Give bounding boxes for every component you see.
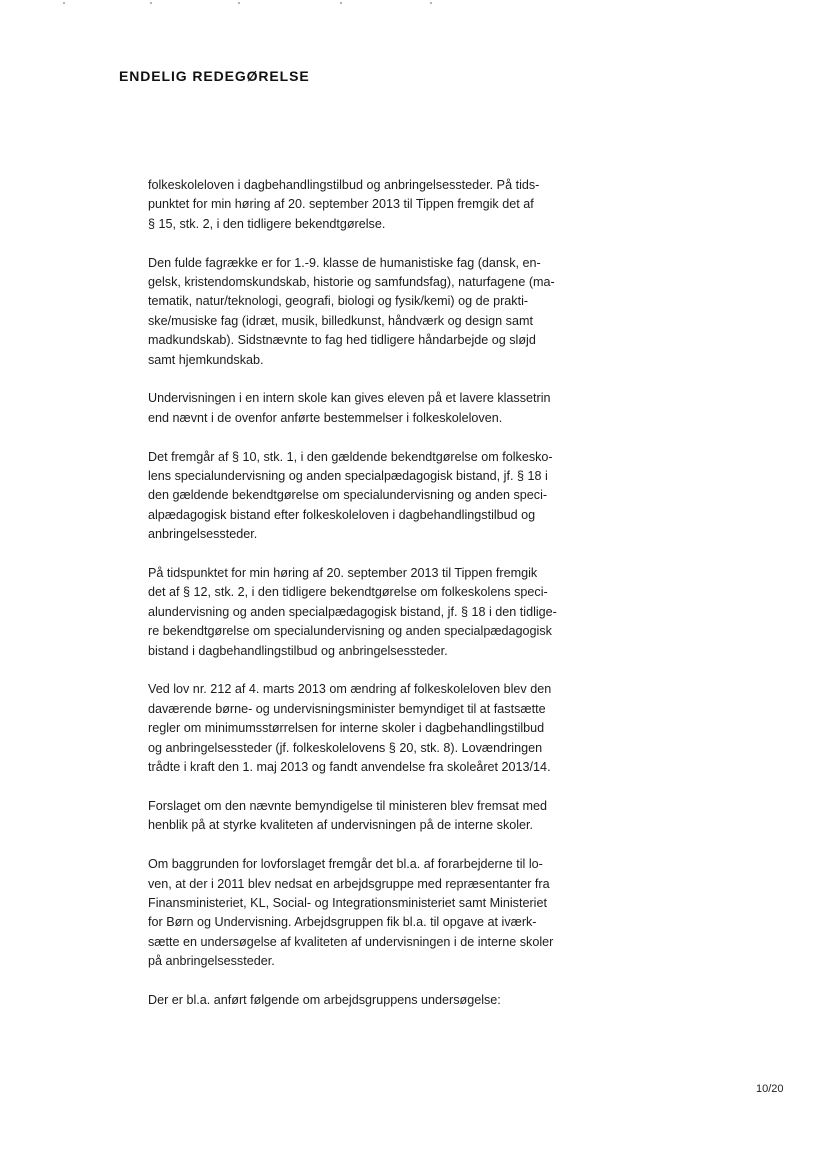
body-paragraph <box>148 680 598 777</box>
body-paragraph <box>148 991 598 1010</box>
paragraph-line: Undervisningen i en intern skole kan gives eleven på et lavere klassetrin <box>148 391 551 406</box>
page-number: 10/20 <box>756 1083 784 1095</box>
paragraph-line: re bekendtgørelse om specialundervisning og anden specialpædagogisk <box>148 624 552 639</box>
paragraph-line: end nævnt i de ovenfor anførte bestemmelser i folkeskoleloven. <box>148 410 503 425</box>
paragraph-line: daværende børne- og undervisningsminister bemyndiget til at fastsætte <box>148 701 546 716</box>
body-paragraph <box>148 176 598 234</box>
paragraph-line: trådte i kraft den 1. maj 2013 og fandt anvendelse fra skoleåret 2013/14. <box>148 760 551 775</box>
paragraph-line: Der er bl.a. anført følgende om arbejdsgruppens undersøgelse: <box>148 992 501 1007</box>
paragraph-line: § 15, stk. 2, i den tidligere bekendtgørelse. <box>148 216 386 231</box>
paragraph-line: sætte en undersøgelse af kvaliteten af undervisningen i de interne skoler <box>148 934 554 949</box>
paragraph-line: alpædagogisk bistand efter folkeskoleloven i dagbehandlingstilbud og <box>148 507 536 522</box>
document-body <box>148 176 598 1030</box>
paragraph-line: for Børn og Undervisning. Arbejdsgruppen fik bl.a. til opgave at iværk- <box>148 915 537 930</box>
paragraph-line: punktet for min høring af 20. september 2013 til Tippen fremgik det af <box>148 197 534 212</box>
paragraph-line: Ved lov nr. 212 af 4. marts 2013 om ændring af folkeskoleloven blev den <box>148 682 552 697</box>
paragraph-line: tematik, natur/teknologi, geografi, biologi og fysik/kemi) og de prakti- <box>148 294 529 309</box>
document-title: ENDELIG REDEGØRELSE <box>119 68 310 84</box>
paragraph-line: lens specialundervisning og anden specialpædagogisk bistand, jf. § 18 i <box>148 469 548 484</box>
paragraph-line: Om baggrunden for lovforslaget fremgår det bl.a. af forarbejderne til lo- <box>148 857 543 872</box>
body-paragraph <box>148 254 598 370</box>
paragraph-line: på anbringelsessteder. <box>148 954 275 969</box>
paragraph-line: madkundskab). Sidstnævnte to fag hed tidligere håndarbejde og sløjd <box>148 333 536 348</box>
paragraph-line: henblik på at styrke kvaliteten af undervisningen på de interne skoler. <box>148 818 534 833</box>
paragraph-line: regler om minimumsstørrelsen for interne skoler i dagbehandlingstilbud <box>148 721 545 736</box>
paragraph-line: anbringelsessteder. <box>148 527 258 542</box>
scan-dot <box>150 2 152 4</box>
body-paragraph <box>148 797 598 836</box>
scan-dot <box>340 2 342 4</box>
paragraph-line: Finansministeriet, KL, Social- og Integrationsministeriet samt Ministeriet <box>148 895 547 910</box>
paragraph-line: Den fulde fagrække er for 1.-9. klasse de humanistiske fag (dansk, en- <box>148 255 541 270</box>
scan-dot <box>63 2 65 4</box>
body-paragraph <box>148 564 598 661</box>
paragraph-line: ven, at der i 2011 blev nedsat en arbejdsgruppe med repræsentanter fra <box>148 876 550 891</box>
body-paragraph <box>148 448 598 545</box>
scan-dot <box>238 2 240 4</box>
body-paragraph <box>148 855 598 971</box>
paragraph-line: den gældende bekendtgørelse om specialundervisning og anden speci- <box>148 488 548 503</box>
paragraph-line: På tidspunktet for min høring af 20. september 2013 til Tippen fremgik <box>148 566 538 581</box>
paragraph-line: bistand i dagbehandlingstilbud og anbringelsessteder. <box>148 643 448 658</box>
paragraph-line: alundervisning og anden specialpædagogisk bistand, jf. § 18 i den tidlige- <box>148 604 557 619</box>
scan-dot <box>430 2 432 4</box>
paragraph-line: og anbringelsessteder (jf. folkeskolelovens § 20, stk. 8). Lovændringen <box>148 740 543 755</box>
paragraph-line: samt hjemkundskab. <box>148 352 264 367</box>
paragraph-line: Det fremgår af § 10, stk. 1, i den gældende bekendtgørelse om folkesko- <box>148 449 553 464</box>
paragraph-line: det af § 12, stk. 2, i den tidligere bekendtgørelse om folkeskolens speci- <box>148 585 548 600</box>
paragraph-line: gelsk, kristendomskundskab, historie og samfundsfag), naturfagene (ma- <box>148 275 555 290</box>
paragraph-line: Forslaget om den nævnte bemyndigelse til ministeren blev fremsat med <box>148 798 547 813</box>
body-paragraph <box>148 389 598 428</box>
scan-artifacts <box>0 0 827 8</box>
paragraph-line: folkeskoleloven i dagbehandlingstilbud og anbringelsessteder. På tids- <box>148 178 540 192</box>
paragraph-line: ske/musiske fag (idræt, musik, billedkunst, håndværk og design samt <box>148 313 533 328</box>
